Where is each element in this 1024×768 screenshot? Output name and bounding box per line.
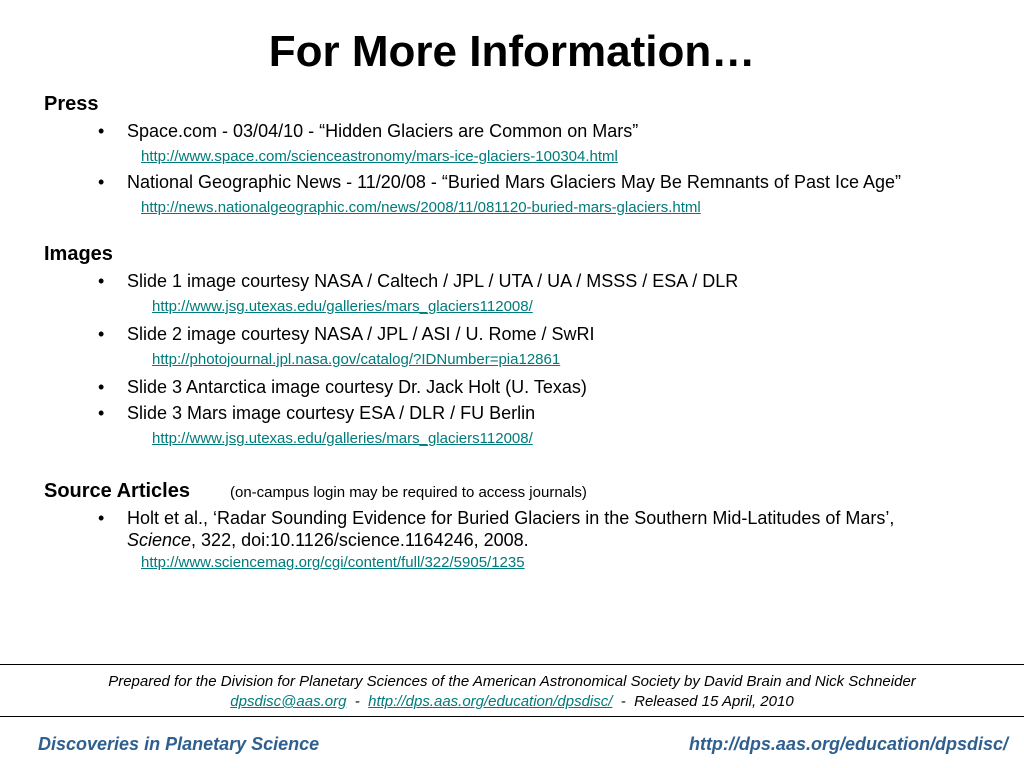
images-item-2 xyxy=(98,323,595,345)
images-item-4-text: Slide 3 Mars image courtesy ESA / DLR / FU Berlin xyxy=(127,403,536,423)
press-link-2[interactable]: http://news.nationalgeographic.com/news/2008/11/081120-buried-mars-glaciers.html xyxy=(141,199,701,216)
source-item-1-line2-rest: , 322, doi:10.1126/science.1164246, 2008. xyxy=(191,530,529,550)
bullet-dot: • xyxy=(98,121,105,141)
bullet-dot: • xyxy=(98,324,105,344)
footer-sep-2: - xyxy=(620,693,626,710)
press-link-1[interactable]: http://www.space.com/scienceastronomy/mars-ice-glaciers-100304.html xyxy=(141,148,618,165)
source-item-1-line2 xyxy=(98,529,894,551)
images-link-2[interactable]: http://photojournal.jpl.nasa.gov/catalog/?IDNumber=pia12861 xyxy=(152,351,561,368)
source-heading-text: Source Articles xyxy=(44,480,190,502)
images-item-1-text: Slide 1 image courtesy NASA / Caltech / JPL / UTA / UA / MSSS / ESA / DLR xyxy=(127,271,739,291)
press-item-1-text: Space.com - 03/04/10 - “Hidden Glaciers are Common on Mars” xyxy=(127,121,639,141)
source-heading xyxy=(44,479,587,505)
images-item-3-text: Slide 3 Antarctica image courtesy Dr. Jack Holt (U. Texas) xyxy=(127,377,587,397)
bullet-dot: • xyxy=(98,508,105,528)
source-item-1-line1: Holt et al., ‘Radar Sounding Evidence for Buried Glaciers in the Southern Mid-Latitudes of Mars’, xyxy=(127,508,895,528)
source-link-1[interactable]: http://www.sciencemag.org/cgi/content/full/322/5905/1235 xyxy=(141,554,525,571)
press-item-2 xyxy=(98,171,901,193)
footer-divider-bottom xyxy=(0,716,1024,717)
footer-divider-top xyxy=(0,664,1024,665)
images-heading: Images xyxy=(44,243,113,265)
images-link-1[interactable]: http://www.jsg.utexas.edu/galleries/mars_glaciers112008/ xyxy=(152,298,533,315)
footer-prepared: Prepared for the Division for Planetary Sciences of the American Astronomical Society by David Brain and Nick Schneider xyxy=(108,673,916,690)
footer-released: Released 15 April, 2010 xyxy=(634,693,794,710)
press-item-2-text: National Geographic News - 11/20/08 - “Buried Mars Glaciers May Be Remnants of Past Ice Age” xyxy=(127,172,902,192)
images-item-3 xyxy=(98,376,587,398)
footer-sep-1: - xyxy=(354,693,360,710)
bullet-dot: • xyxy=(98,377,105,397)
bottom-left-title: Discoveries in Planetary Science xyxy=(38,734,320,754)
bullet-dot: • xyxy=(98,172,105,192)
source-note: (on-campus login may be required to access journals) xyxy=(230,484,587,501)
images-item-1 xyxy=(98,270,738,292)
journal-name: Science xyxy=(127,530,192,550)
footer-url-link[interactable]: http://dps.aas.org/education/dpsdisc/ xyxy=(368,693,613,710)
images-item-2-text: Slide 2 image courtesy NASA / JPL / ASI / U. Rome / SwRI xyxy=(127,324,595,344)
bullet-dot: • xyxy=(98,271,105,291)
bottom-right-url[interactable]: http://dps.aas.org/education/dpsdisc/ xyxy=(688,734,1008,754)
footer-email-link[interactable]: dpsdisc@aas.org xyxy=(230,693,347,710)
slide-title: For More Information… xyxy=(268,27,756,76)
bullet-dot: • xyxy=(98,403,105,423)
source-item-1 xyxy=(98,507,894,551)
press-item-1 xyxy=(98,120,638,142)
images-link-4[interactable]: http://www.jsg.utexas.edu/galleries/mars_glaciers112008/ xyxy=(152,430,533,447)
footer-links-line xyxy=(0,692,1024,712)
images-item-4 xyxy=(98,402,535,424)
press-heading: Press xyxy=(44,93,99,115)
